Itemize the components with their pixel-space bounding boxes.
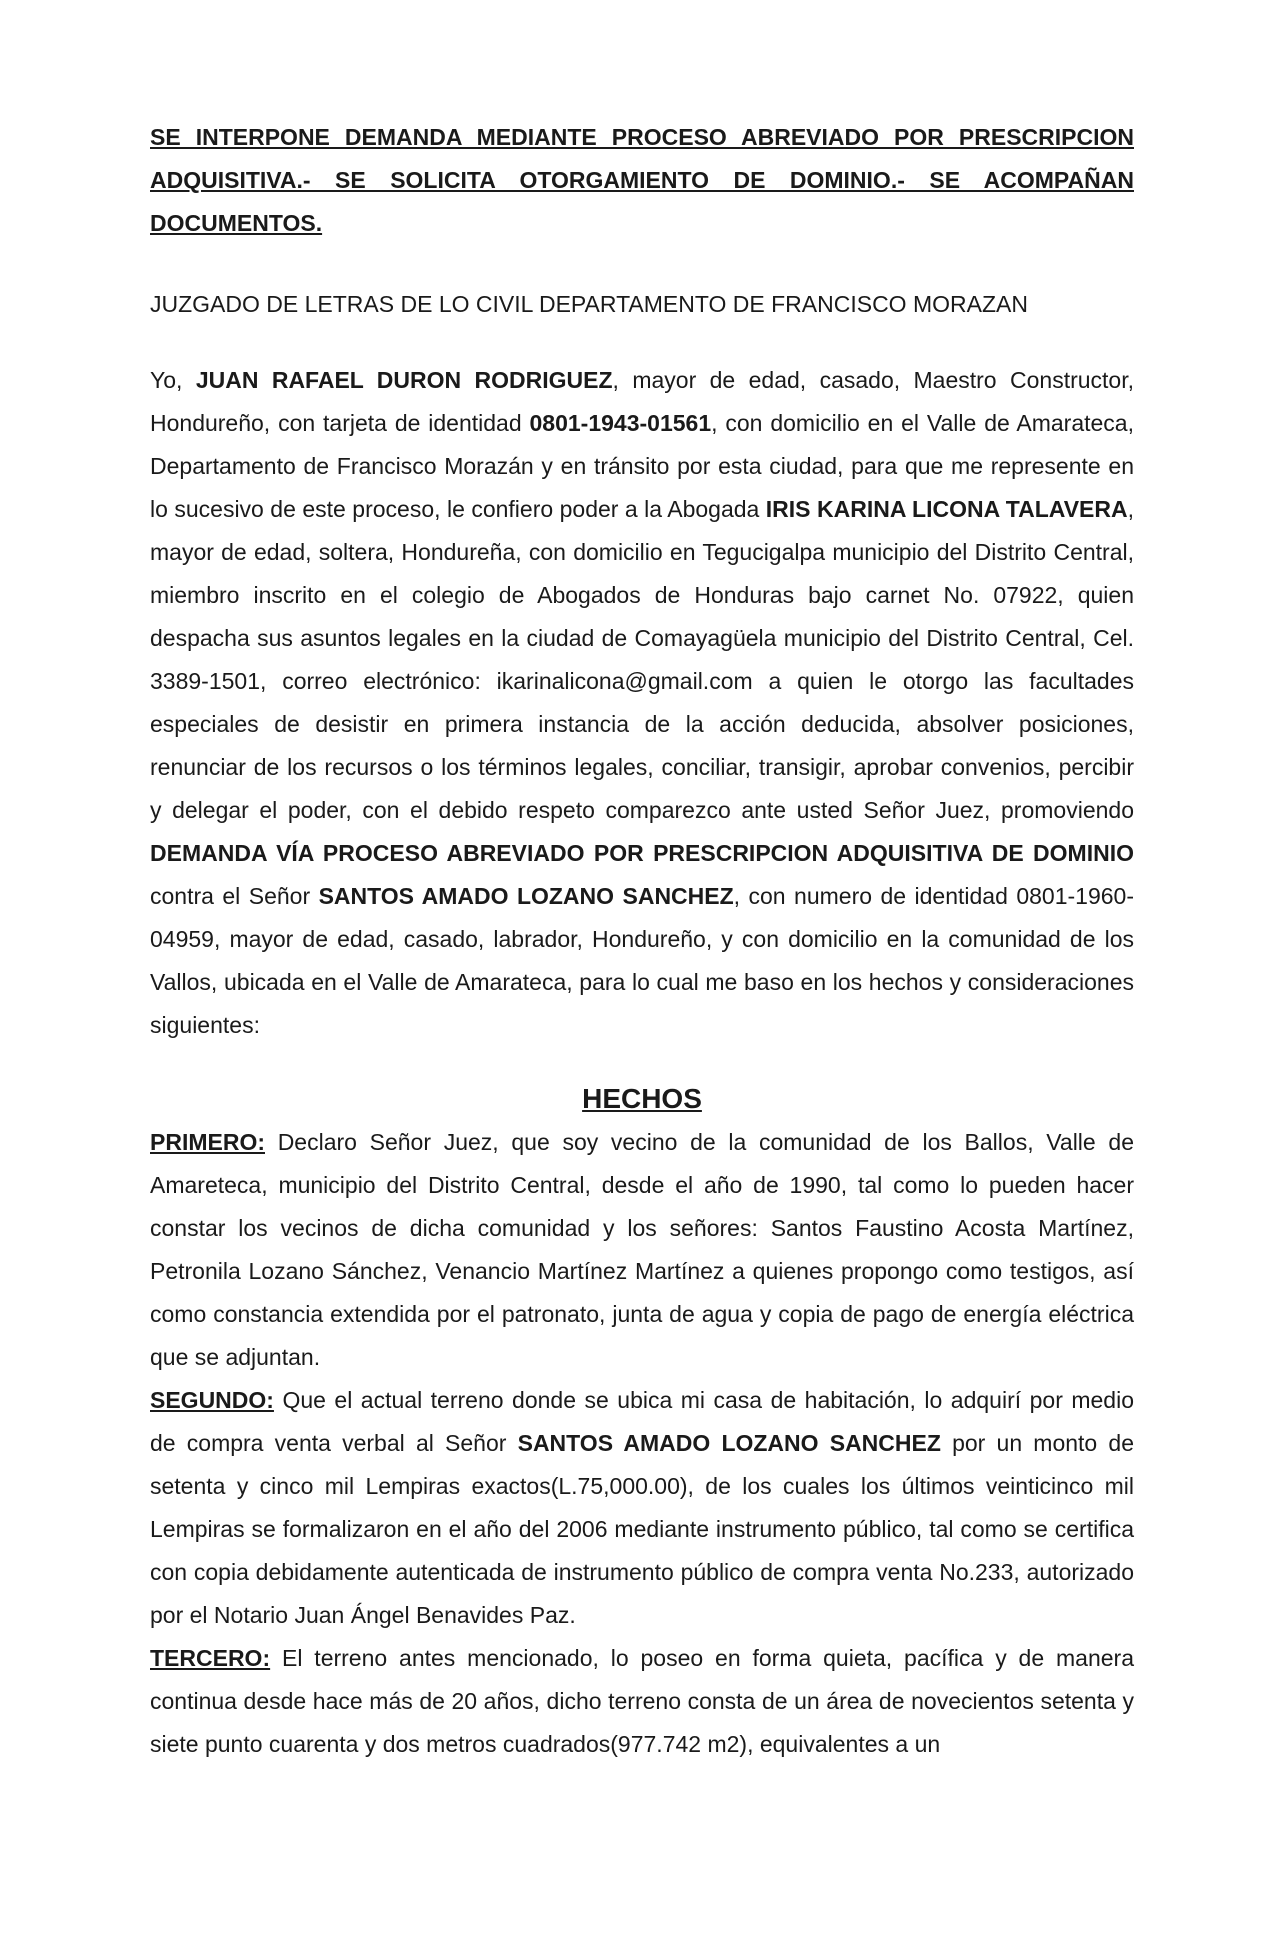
fact-second-text-1: Que el actual terreno donde se ubica mi casa de habitación, lo adquirí por medio de compra venta verbal al Señor [150, 1387, 1134, 1456]
facts-heading: HECHOS [582, 1083, 702, 1114]
intro-text-2: , mayor de edad, casado, Maestro Constructor, Hondureño, con tarjeta de identidad [150, 367, 1134, 436]
fact-second-text-2: por un monto de setenta y cinco mil Lempiras exactos(L.75,000.00), de los cuales los últimos veinticinco mil Lempiras se formalizaron en el año del 2006 mediante instrumento público, tal como se certifica con copia debidamente autenticada de instrumento público de compra venta No.233, autorizado por el Notario Juan Ángel Benavides Paz. [150, 1430, 1134, 1628]
court-name: JUZGADO DE LETRAS DE LO CIVIL DEPARTAMENTO DE FRANCISCO MORAZAN [150, 291, 1028, 317]
fact-first-label: PRIMERO: [150, 1129, 265, 1155]
intro-text-6: , con numero de identidad 0801-1960-04959, mayor de edad, casado, labrador, Hondureño, y con domicilio en la comunidad de los Vallos, ubicada en el Valle de Amarateca, para lo cual me baso en los hechos y consideraciones siguientes: [150, 883, 1134, 1038]
fact-third [150, 1637, 1134, 1766]
claim-type: DEMANDA VÍA PROCESO ABREVIADO POR PRESCRIPCION ADQUISITIVA DE DOMINIO [150, 840, 1134, 866]
fact-first-text: Declaro Señor Juez, que soy vecino de la comunidad de los Ballos, Valle de Amareteca, municipio del Distrito Central, desde el año de 1990, tal como lo pueden hacer constar los vecinos de dicha comunidad y los señores: Santos Faustino Acosta Martínez, Petronila Lozano Sánchez, Venancio Martínez Martínez a quienes propongo como testigos, así como constancia extendida por el patronato, junta de agua y copia de pago de energía eléctrica que se adjuntan. [150, 1129, 1134, 1370]
plaintiff-id-number: 0801-1943-01561 [529, 410, 712, 436]
defendant-name: SANTOS AMADO LOZANO SANCHEZ [318, 883, 734, 909]
fact-third-label: TERCERO: [150, 1645, 271, 1671]
document-title: SE INTERPONE DEMANDA MEDIANTE PROCESO ABREVIADO POR PRESCRIPCION ADQUISITIVA.- SE SOLICITA OTORGAMIENTO DE DOMINIO.- SE ACOMPAÑAN DOCUMENTOS. [150, 124, 1134, 236]
plaintiff-name: JUAN RAFAEL DURON RODRIGUEZ [195, 367, 613, 393]
intro-text-4: , mayor de edad, soltera, Hondureña, con domicilio en Tegucigalpa municipio del Distrito Central, miembro inscrito en el colegio de Abogados de Honduras bajo carnet No. 07922, quien despacha sus asuntos legales en la ciudad de Comayagüela municipio del Distrito Central, Cel. 3389-1501, correo electrónico: ikarinalicona@gmail.com a quien le otorgo las facultades especiales de desistir en primera instancia de la acción deducida, absolver posiciones, renunciar de los recursos o los términos legales, conciliar, transigir, aprobar convenios, percibir y delegar el poder, con el debido respeto comparezco ante usted Señor Juez, promoviendo [150, 496, 1134, 823]
intro-text-3: , con domicilio en el Valle de Amarateca, Departamento de Francisco Morazán y en tránsito por esta ciudad, para que me represente en lo sucesivo de este proceso, le confiero poder a la Abogada [150, 410, 1134, 522]
intro-paragraph [150, 326, 1134, 1047]
fact-second [150, 1379, 1134, 1637]
intro-text-1: Yo, [150, 367, 196, 393]
fact-first [150, 1121, 1134, 1379]
attorney-name: IRIS KARINA LICONA TALAVERA [765, 496, 1128, 522]
fact-second-seller-name: SANTOS AMADO LOZANO SANCHEZ [517, 1430, 941, 1456]
document-page [150, 116, 1134, 1766]
fact-third-text: El terreno antes mencionado, lo poseo en forma quieta, pacífica y de manera continua desde hace más de 20 años, dicho terreno consta de un área de novecientos setenta y siete punto cuarenta y dos metros cuadrados(977.742 m2), equivalentes a un [150, 1645, 1134, 1757]
intro-text-5: contra el Señor [150, 883, 319, 909]
fact-second-label: SEGUNDO: [150, 1387, 274, 1413]
